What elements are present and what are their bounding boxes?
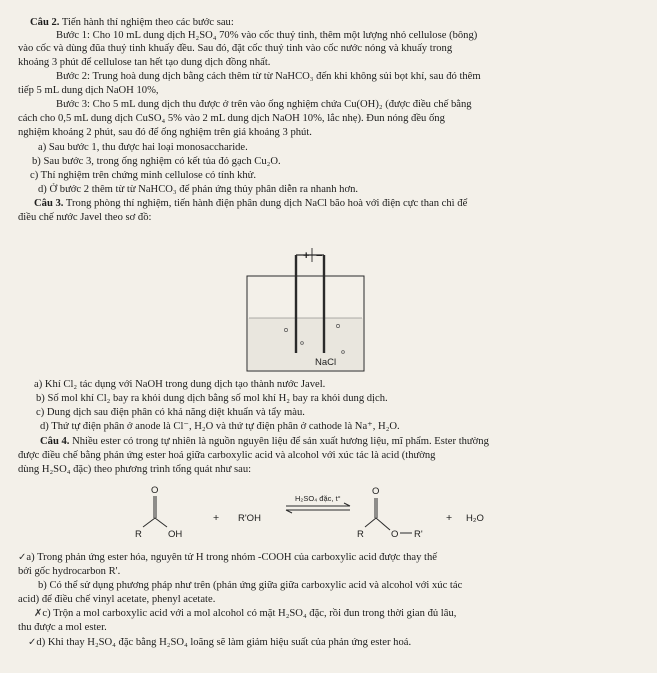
water-label: H₂O: [466, 513, 484, 524]
reaction-conditions: H₂SO₄ đặc, t°: [295, 494, 341, 503]
q3-title: Câu 3.: [34, 198, 64, 209]
q4-title: Câu 4.: [40, 436, 70, 447]
q4-option-a-text: a) Trong phản ứng ester hóa, nguyên tử H trong nhóm -COOH của carboxylic acid được thay thế: [26, 552, 437, 563]
q3-intro: Trong phòng thí nghiệm, tiến hành điện phân dung dịch NaCl bão hoà với điện cực than chì để: [63, 198, 468, 209]
check-mark-icon: ✓: [18, 552, 27, 563]
q4-option-c: [34, 607, 456, 621]
acid-r-label: R: [135, 529, 142, 540]
q4-intro: Nhiều ester có trong tự nhiên là nguồn nguyên liệu để sản xuất hương liệu, mĩ phẩm. Ester thường: [69, 436, 489, 447]
q3-option-a: a) Khí Cl₂ tác dụng với NaOH trong dung dịch tạo thành nước Javel.: [34, 379, 326, 390]
q4-option-a: [18, 551, 437, 565]
alcohol-label: R'OH: [238, 513, 261, 524]
acid-oh-label: OH: [168, 529, 183, 540]
q2-step3-cont: cách cho 0,5 mL dung dịch CuSO₄ 5% vào 2 mL dung dịch NaOH 10%, lắc nhẹ). Đun nóng đều ống: [18, 113, 445, 124]
acid-oh-bond: [155, 518, 167, 527]
ester-o-label: O: [391, 529, 399, 540]
q2-step3-end: nghiệm khoảng 2 phút, sau đó để ống nghiệm trên giá khoảng 3 phút.: [18, 127, 312, 138]
q2-intro: Tiến hành thí nghiệm theo các bước sau:: [59, 17, 234, 28]
q4-intro-end: dùng H₂SO₄ đặc) theo phương trình tổng quát như sau:: [18, 464, 252, 475]
ester-rp-label: R': [414, 529, 423, 540]
q2-option-c: c) Thí nghiệm trên chứng minh cellulose có tính khử.: [30, 170, 257, 181]
q2-title: Câu 2.: [30, 17, 60, 28]
q3-intro-end: điều chế nước Javel theo sơ đồ:: [18, 212, 152, 223]
ester-r-label: R: [357, 529, 364, 540]
q2-option-a: a) Sau bước 1, thu được hai loại monosaccharide.: [38, 142, 248, 153]
q2-step2: Bước 2: Trung hoà dung dịch bằng cách thêm từ từ NaHCO₃ đến khi không sủi bọt khí, sau đó thêm: [56, 71, 481, 82]
plus-sign: +: [213, 512, 220, 524]
q4-option-d: [28, 636, 411, 650]
q2-step3: Bước 3: Cho 5 mL dung dịch thu được ở trên vào ống nghiệm chứa Cu(OH)₂ (được điều chế bằng: [56, 99, 472, 110]
ester-o-bond: [376, 518, 390, 530]
check-mark-icon: ✓: [28, 637, 37, 648]
q3-option-d: d) Thứ tự điện phân ở anode là Cl⁻, H₂O và thứ tự điện phân ở cathode là Na⁺, H₂O.: [40, 421, 400, 432]
minus-terminal-label: −: [316, 250, 323, 262]
q4-option-b-end: acid) để điều chế vinyl acetate, phenyl acetate.: [18, 594, 216, 605]
q4-option-c-end: thu được a mol ester.: [18, 622, 107, 633]
q2-step2-end: tiếp 5 mL dung dịch NaOH 10%,: [18, 85, 159, 96]
q2-option-d: d) Ở bước 2 thêm từ từ NaHCO₃ để phản ứng thủy phân diễn ra nhanh hơn.: [38, 184, 359, 195]
plus-terminal-label: +: [303, 250, 310, 262]
plus-sign: +: [446, 512, 453, 524]
q4-option-c-text: c) Trộn a mol carboxylic acid với a mol alcohol có mặt H₂SO₄ đặc, rồi đun trong thời gian đủ lâu,: [42, 608, 457, 619]
q4-option-b: b) Có thể sử dụng phương pháp như trên (phản ứng giữa giữa carboxylic acid và alcohol với xúc tác: [38, 580, 463, 591]
q2-step1-cont: vào cốc và dùng đũa thuỷ tinh khuấy đều. Sau đó, đặt cốc thuỷ tinh vào cốc nước nóng và khuấy trong: [18, 43, 453, 54]
nacl-label: NaCl: [315, 357, 337, 368]
q2-option-b: b) Sau bước 3, trong ống nghiệm có kết tủa đỏ gạch Cu₂O.: [32, 156, 281, 167]
acid-r-bond: [143, 518, 155, 527]
q4-option-d-text: d) Khi thay H₂SO₄ đặc bằng H₂SO₄ loãng sẽ làm giảm hiệu suất của phản ứng ester hoá.: [36, 637, 412, 648]
q2-step1-end: khoảng 3 phút để cellulose tan hết tạo dung dịch đồng nhất.: [18, 57, 271, 68]
cross-mark-icon: ✗: [34, 608, 43, 619]
q3-option-b: b) Số mol khí Cl₂ bay ra khỏi dung dịch bằng số mol khí H₂ bay ra khỏi dung dịch.: [36, 393, 388, 404]
acid-carbonyl-oxygen: O: [151, 485, 159, 496]
ester-r-bond: [365, 518, 376, 527]
q3-option-c: c) Dung dịch sau điện phân có khả năng diệt khuẩn và tẩy màu.: [36, 407, 305, 418]
ester-carbonyl-oxygen: O: [372, 486, 380, 497]
q4-intro-cont: được điều chế bằng phản ứng ester hoá giữa carboxylic acid và alcohol với xúc tác là acid (thường: [18, 450, 436, 461]
q4-option-a-end: bởi gốc hydrocarbon R'.: [18, 566, 121, 577]
q2-step1: Bước 1: Cho 10 mL dung dịch H₂SO₄ 70% vào cốc thuỷ tinh, thêm một lượng nhỏ cellulose (bông): [56, 30, 478, 41]
